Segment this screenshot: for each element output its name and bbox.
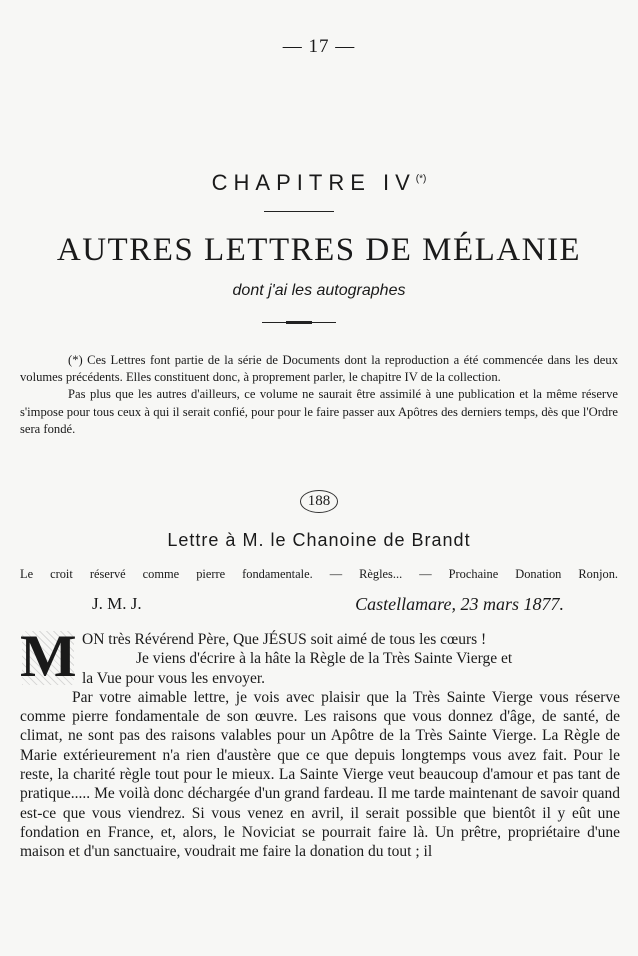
- page-number: — 17 —: [282, 36, 356, 57]
- footnote: [20, 352, 618, 438]
- letter-body: [20, 630, 620, 862]
- chapter-title: AUTRES LETTRES DE MÉLANIE: [56, 232, 582, 268]
- footnote-paragraph-2: Pas plus que les autres d'ailleurs, ce volume ne saurait être assimilé à une publication et la même réserve s'impose pour tous ceux à qui il serait confié, pour pour le faire passer aux Apôtres des derniers temps, dès que l'Ordre sera fondé.: [20, 387, 618, 436]
- chapter-subtitle: dont j'ai les autographes: [232, 282, 406, 299]
- footnote-paragraph-1: (*) Ces Lettres font partie de la série de Documents dont la reproduction a été commencée dans les deux volumes précédents. Elles constituent donc, à proprement parler, le chapitre IV de la collection.: [20, 353, 618, 385]
- letter-line-2: Je viens d'écrire à la hâte la Règle de la Très Sainte Vierge et: [136, 650, 513, 668]
- letter-line-1: ON très Révérend Père, Que JÉSUS soit aimé de tous les cœurs !: [82, 631, 487, 648]
- letter-summary: Le croit réservé comme pierre fondamentale. — Règles... — Prochaine Donation Ronjon.: [20, 567, 618, 581]
- letter-date-place: Castellamare, 23 mars 1877.: [355, 594, 564, 614]
- chapter-rule: [264, 211, 334, 212]
- ornamental-rule: [262, 321, 336, 324]
- chapter-heading: [0, 170, 638, 196]
- letter-paragraph: Par votre aimable lettre, je vois avec plaisir que la Très Sainte Vierge vous réserve comme pierre fondamentale de son œuvre. Les raisons que vous donnez d'âge, de santé, de climat, ne sont pas des raisons valables pour un Apôtre de la Très Sainte Vierge. La Règle de Marie extérieurement n'a rien d'austère que ce que depuis longtemps vous avez fait. Pour le reste, la charité règle tout pour le mieux. La Sainte Vierge veut beaucoup d'amour et pas tant de pratique..... Me voilà donc déchargée d'un grand fardeau. Il me tarde maintenant de savoir quand est-ce que vous viendrez. Si vous venez en avril, il serait possible que bientôt il y eût une fondation en France, et, alors, le Noviciat se pourrait faire là. Un prêtre, propriétaire d'une maison et d'un sanctuaire, voudrait me faire la donation du tout ; il: [20, 688, 620, 861]
- letter-title: Lettre à M. le Chanoine de Brandt: [167, 530, 471, 550]
- drop-cap: M: [20, 623, 77, 689]
- letter-number-value: 188: [300, 490, 339, 513]
- chapter-label: CHAPITRE IV: [211, 170, 416, 195]
- chapter-footnote-mark: (*): [415, 173, 427, 185]
- letter-number: [0, 490, 638, 513]
- letter-heading-left: J. M. J.: [92, 594, 142, 613]
- letter-line-3: la Vue pour vous les envoyer.: [82, 669, 266, 687]
